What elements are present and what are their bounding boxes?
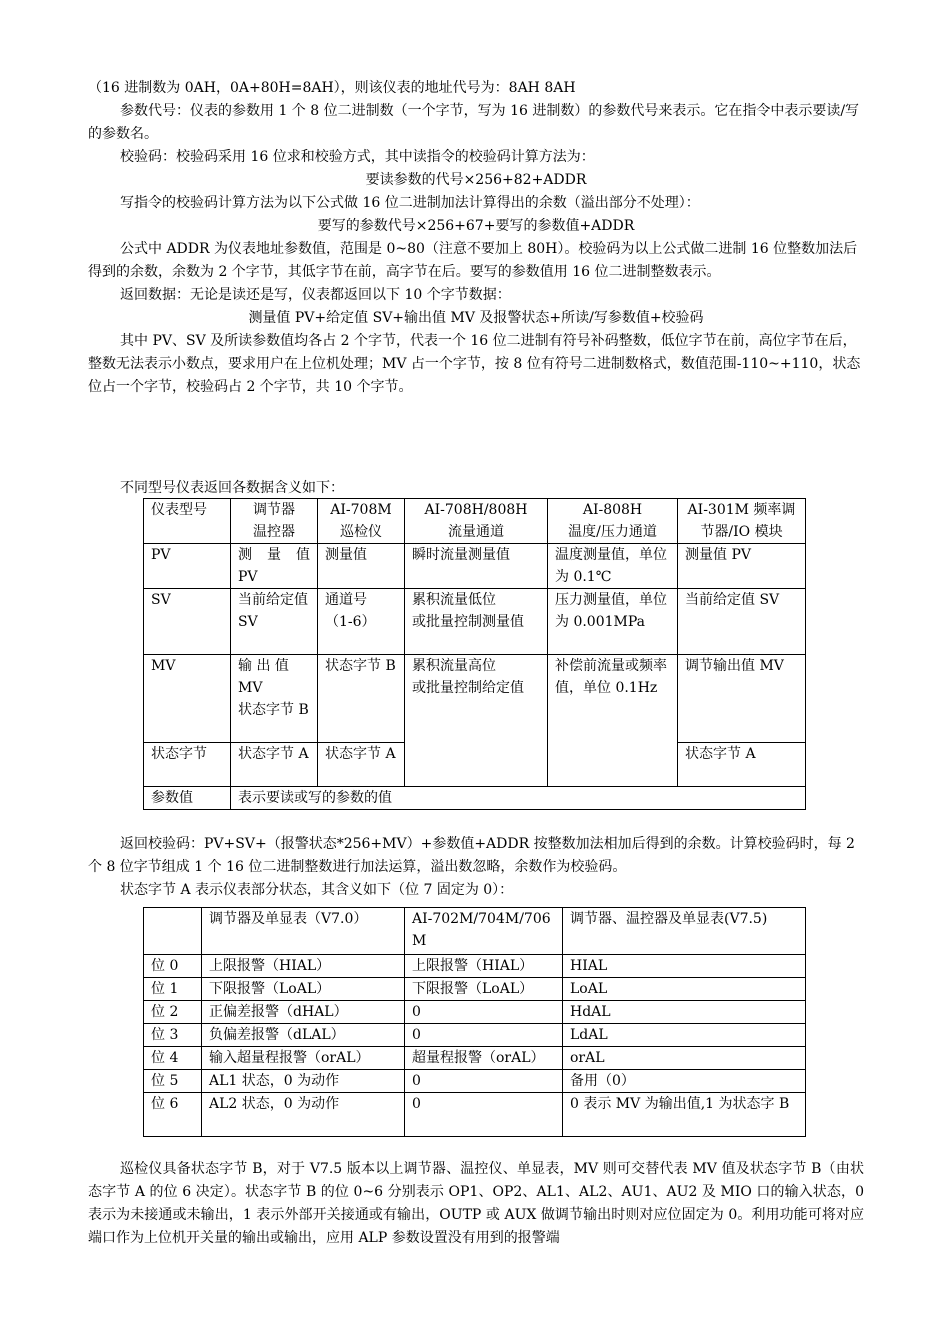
cell: 压力测量值，单位为 0.001MPa — [548, 589, 678, 655]
cell: 状态字节 B — [318, 655, 405, 743]
cell: 当前给定值 SV — [678, 589, 806, 655]
cell: 测量值 PV — [678, 544, 806, 589]
table2-row — [144, 1047, 806, 1070]
table1-row-pv — [144, 544, 806, 589]
byte-format-paragraph: 其中 PV、SV 及所读参数值均各占 2 个字节，代表一个 16 位二进制有符号补码整数，低位字节在前，高位字节在后，整数无法表示小数点，要求用户在上位机处理；MV 占一个字节，按 8 位有符号二进制数格式，数值范围-110~+110，状态位占一个字节，校验码占 2 个字节，共 10 个字节。 — [88, 333, 861, 395]
table2-row — [144, 1070, 806, 1093]
intro-section — [88, 77, 864, 399]
cell: 测量值 — [318, 544, 405, 589]
cell: 位 3 — [144, 1024, 202, 1047]
cell: 正偏差报警（dHAL） — [202, 1001, 405, 1024]
status-b-section — [88, 1158, 864, 1250]
cell: 温度测量值，单位为 0.1℃ — [548, 544, 678, 589]
cell: 位 4 — [144, 1047, 202, 1070]
cell: 位 0 — [144, 955, 202, 978]
cell: 上限报警（HIAL） — [202, 955, 405, 978]
table2-row — [144, 1024, 806, 1047]
cell: orAL — [563, 1047, 806, 1070]
cell: MV — [144, 655, 231, 743]
cell: 0 — [405, 1093, 563, 1137]
table1-caption: 不同型号仪表返回各数据含义如下： — [120, 480, 344, 496]
header-model: 仪表型号 — [144, 499, 231, 544]
write-checksum-paragraph: 写指令的校验码计算方法为以下公式做 16 位二进制加法计算得出的余数（溢出部分不处理）： — [120, 195, 700, 211]
cell: LdAL — [563, 1024, 806, 1047]
cell: 表示要读或写的参数的值 — [231, 787, 806, 810]
header-702m: AI-702M/704M/706M — [405, 908, 563, 955]
cell: LoAL — [563, 978, 806, 1001]
cell: 通道号 （1-6） — [318, 589, 405, 655]
cell: 补偿前流量或频率值，单位 0.1Hz — [548, 655, 678, 787]
table2-row — [144, 955, 806, 978]
header-blank — [144, 908, 202, 955]
cell: 位 1 — [144, 978, 202, 1001]
cell: 0 — [405, 1024, 563, 1047]
cell: 状态字节 A — [318, 743, 405, 787]
cell: 状态字节 A — [231, 743, 318, 787]
header-v70: 调节器及单显表（V7.0） — [202, 908, 405, 955]
status-byte-table — [143, 907, 806, 1137]
header-808h: AI-808H 温度/压力通道 — [548, 499, 678, 544]
return-data-formula: 测量值 PV+给定值 SV+输出值 MV 及报警状态+所读/写参数值+校验码 — [248, 310, 704, 326]
cell: 输 出 值 MV 状态字节 B — [231, 655, 318, 743]
cell: 瞬时流量测量值 — [405, 544, 548, 589]
header-301m: AI-301M 频率调节器/IO 模块 — [678, 499, 806, 544]
cell: 位 2 — [144, 1001, 202, 1024]
cell: 状态字节 — [144, 743, 231, 787]
table1-row-mv — [144, 655, 806, 743]
write-checksum-formula: 要写的参数代号×256+67+要写的参数值+ADDR — [317, 218, 635, 234]
param-code-paragraph: 参数代号：仪表的参数用 1 个 8 位二进制数（一个字节，写为 16 进制数）的参数代号来表示。它在指令中表示要读/写的参数名。 — [88, 103, 860, 142]
cell: 测 量 值 PV — [231, 544, 318, 589]
cell: PV — [144, 544, 231, 589]
header-controller: 调节器 温控器 — [231, 499, 318, 544]
cell: 输入超量程报警（orAL） — [202, 1047, 405, 1070]
cell: 状态字节 A — [678, 743, 806, 787]
addr-example: （16 进制数为 0AH，0A+80H=8AH），则该仪表的地址代号为：8AH 8AH — [88, 80, 576, 96]
cell: 位 6 — [144, 1093, 202, 1137]
table1-header-row — [144, 499, 806, 544]
cell: 0 — [405, 1001, 563, 1024]
cell: 累积流量高位 或批量控制给定值 — [405, 655, 548, 787]
table2-header-row — [144, 908, 806, 955]
cell: 0 — [405, 1070, 563, 1093]
cell: HdAL — [563, 1001, 806, 1024]
cell: HIAL — [563, 955, 806, 978]
table1-row-sv — [144, 589, 806, 655]
cell: 位 5 — [144, 1070, 202, 1093]
table2-row — [144, 1093, 806, 1137]
cell: SV — [144, 589, 231, 655]
addr-note-paragraph: 公式中 ADDR 为仪表地址参数值，范围是 0~80（注意不要加上 80H）。校验码为以上公式做二进制 16 位整数加法后得到的余数，余数为 2 个字节，其低字节在前，高字节在后。要写的参数值用 16 位二进制整数表示。 — [88, 241, 858, 280]
cell: 负偏差报警（dLAL） — [202, 1024, 405, 1047]
cell: 超量程报警（orAL） — [405, 1047, 563, 1070]
table1-row-param — [144, 787, 806, 810]
cell: 备用（0） — [563, 1070, 806, 1093]
cell: 0 表示 MV 为输出值,1 为状态字 B — [563, 1093, 806, 1137]
return-data-table — [143, 498, 806, 810]
header-708m: AI-708M 巡检仪 — [318, 499, 405, 544]
header-708h: AI-708H/808H 流量通道 — [405, 499, 548, 544]
read-checksum-formula: 要读参数的代号×256+82+ADDR — [365, 172, 587, 188]
cell: 累积流量低位 或批量控制测量值 — [405, 589, 548, 655]
cell: AL1 状态，0 为动作 — [202, 1070, 405, 1093]
checksum-paragraph: 校验码：校验码采用 16 位求和校验方式，其中读指令的校验码计算方法为： — [120, 149, 595, 165]
cell: 参数值 — [144, 787, 231, 810]
table2-row — [144, 978, 806, 1001]
header-v75: 调节器、温控器及单显表(V7.5) — [563, 908, 806, 955]
cell: 上限报警（HIAL） — [405, 955, 563, 978]
table2-caption: 状态字节 A 表示仪表部分状态，其含义如下（位 7 固定为 0）： — [120, 882, 514, 898]
cell: 当前给定值 SV — [231, 589, 318, 655]
table2-row — [144, 1001, 806, 1024]
cell: 调节输出值 MV — [678, 655, 806, 743]
return-data-paragraph: 返回数据：无论是读还是写，仪表都返回以下 10 个字节数据： — [120, 287, 511, 303]
cell: 下限报警（LoAL） — [202, 978, 405, 1001]
return-checksum-paragraph: 返回校验码：PV+SV+（报警状态*256+MV）+参数值+ADDR 按整数加法相加后得到的余数。计算校验码时，每 2 个 8 位字节组成 1 个 16 位二进制整数进行加法运算，溢出数忽略，余数作为校验码。 — [88, 836, 855, 875]
status-byte-b-paragraph: 巡检仪具备状态字节 B，对于 V7.5 版本以上调节器、温控仪、单显表，MV 则可交替代表 MV 值及状态字节 B（由状态字节 A 的位 6 决定）。状态字节 B 的位 0~6 分别表示 OP1、OP2、AL1、AL2、AU1、AU2 及 MIO 口的输入状态，0 表示为未接通或未输出，1 表示外部开关接通或有输出，OUTP 或 AUX 做调节输出时则对应位固定为 0。利用功能可将对应端口作为上位机开关量的输出或输出，应用 ALP 参数设置没有用到的报警端 — [88, 1161, 864, 1246]
cell: AL2 状态，0 为动作 — [202, 1093, 405, 1137]
cell: 下限报警（LoAL） — [405, 978, 563, 1001]
checksum-return-section — [88, 833, 864, 902]
